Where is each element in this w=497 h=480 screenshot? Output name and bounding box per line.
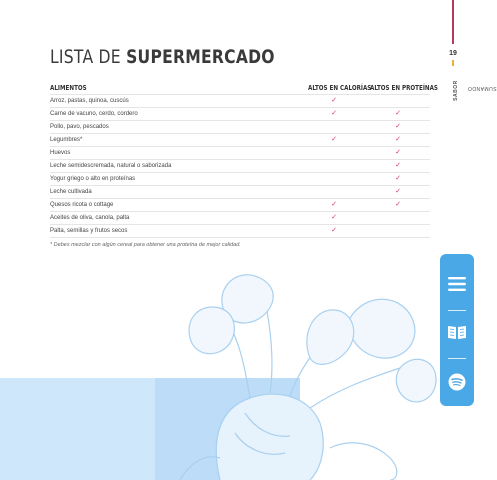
running-header-bold: SABOR xyxy=(453,80,459,101)
food-name: Aceites de oliva, canola, palta xyxy=(50,215,130,221)
menu-button[interactable] xyxy=(440,268,474,300)
calories-check-icon: ✓ xyxy=(331,110,337,117)
menu-icon xyxy=(448,276,466,292)
table-row xyxy=(50,185,430,198)
header-high-calories: ALTOS EN CALORÍAS xyxy=(308,84,372,92)
protein-check-icon: ✓ xyxy=(395,162,401,169)
toolbar-separator xyxy=(448,310,466,311)
protein-check-icon: ✓ xyxy=(395,188,401,195)
food-name: Quesos ricota o cottage xyxy=(50,202,114,208)
calories-check-icon: ✓ xyxy=(331,136,337,143)
table-row xyxy=(50,94,430,107)
food-name: Carne de vacuno, cerdo, cordero xyxy=(50,111,138,117)
table-header xyxy=(50,82,438,94)
calories-check-icon: ✓ xyxy=(331,214,337,221)
header-food: ALIMENTOS xyxy=(50,84,87,92)
page-number: 19 xyxy=(449,50,457,57)
spotify-button[interactable] xyxy=(440,366,474,398)
protein-check-icon: ✓ xyxy=(395,201,401,208)
table-row xyxy=(50,172,430,185)
footnote: * Debes mezclar con algún cereal para obtener una proteína de mejor calidad. xyxy=(50,242,241,248)
food-name: Arroz, pastas, quinoa, cuscús xyxy=(50,98,129,104)
kohlrabi-illustration xyxy=(150,248,440,480)
page-title xyxy=(50,46,275,68)
table-row xyxy=(50,120,430,133)
table-row xyxy=(50,133,430,146)
page-number-dash xyxy=(452,60,454,66)
table-row xyxy=(50,107,430,120)
running-header xyxy=(446,70,497,130)
table-row xyxy=(50,159,430,172)
side-toolbar xyxy=(440,254,474,406)
protein-check-icon: ✓ xyxy=(395,175,401,182)
protein-check-icon: ✓ xyxy=(395,110,401,117)
calories-check-icon: ✓ xyxy=(331,201,337,208)
food-name: Leche semidescremada, natural o saborizada xyxy=(50,163,172,169)
table-row xyxy=(50,224,430,237)
running-header-light: SUMANDO xyxy=(467,84,497,91)
table-bottom-rule xyxy=(50,237,430,238)
calories-check-icon: ✓ xyxy=(331,97,337,104)
food-name: Palta, semillas y frutos secos xyxy=(50,228,128,234)
toolbar-separator xyxy=(448,358,466,359)
header-high-protein: ALTOS EN PROTEÍNAS xyxy=(370,84,438,92)
food-name: Huevos xyxy=(50,150,71,156)
book-button[interactable] xyxy=(440,316,474,348)
page-title-light: LISTA DE xyxy=(50,46,121,68)
spotify-icon xyxy=(448,373,466,391)
food-name: Legumbres* xyxy=(50,137,83,143)
protein-check-icon: ✓ xyxy=(395,136,401,143)
table-row xyxy=(50,146,430,159)
shopping-table xyxy=(50,82,438,238)
food-name: Yogur griego o alto en proteínas xyxy=(50,176,136,182)
page-title-bold: SUPERMERCADO xyxy=(126,46,275,68)
food-name: Leche cultivada xyxy=(50,189,92,195)
table-body xyxy=(50,94,430,237)
table-row xyxy=(50,198,430,211)
food-name: Pollo, pavo, pescados xyxy=(50,124,109,130)
book-icon xyxy=(447,324,467,340)
table-row xyxy=(50,211,430,224)
calories-check-icon: ✓ xyxy=(331,227,337,234)
protein-check-icon: ✓ xyxy=(395,149,401,156)
accent-strip xyxy=(452,0,454,44)
protein-check-icon: ✓ xyxy=(395,123,401,130)
